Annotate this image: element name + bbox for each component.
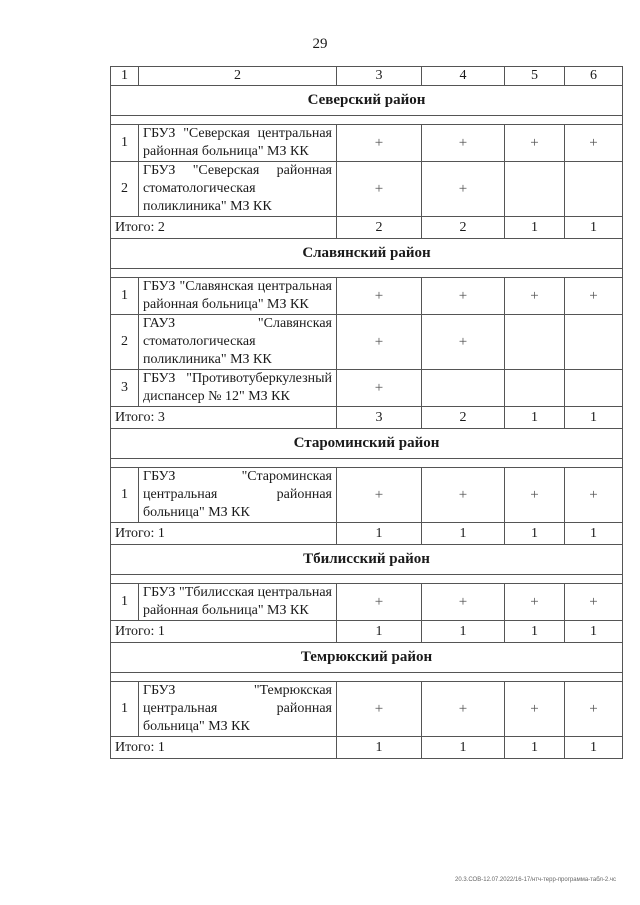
- row-spacer: [111, 459, 623, 468]
- page-number: 29: [312, 36, 328, 52]
- district-header-row: [111, 643, 623, 673]
- participation-mark: +: [337, 125, 422, 162]
- column-number-header: 3: [337, 67, 422, 86]
- total-count: 1: [505, 407, 565, 429]
- total-row: [111, 217, 623, 239]
- table-row: [111, 125, 623, 162]
- row-number: 1: [111, 584, 139, 621]
- total-label: Итого: 1: [111, 621, 337, 643]
- column-number-header: 6: [565, 67, 623, 86]
- row-spacer: [111, 575, 623, 584]
- column-number-header: 4: [422, 67, 505, 86]
- total-count: 2: [337, 217, 422, 239]
- total-count: 1: [337, 523, 422, 545]
- participation-mark: +: [505, 584, 565, 621]
- participation-mark: +: [337, 584, 422, 621]
- district-name: Тбилисский район: [111, 545, 623, 575]
- total-count: 1: [505, 737, 565, 759]
- total-count: 1: [337, 621, 422, 643]
- column-number-row: [111, 67, 623, 86]
- district-header-row: [111, 239, 623, 269]
- district-name: Темрюкский район: [111, 643, 623, 673]
- organization-name: ГАУЗ "Славянская стоматологическая поликлиника" МЗ КК: [139, 315, 337, 370]
- total-row: [111, 621, 623, 643]
- table-row: [111, 315, 623, 370]
- participation-mark: +: [565, 468, 623, 523]
- row-spacer-cell: [111, 269, 623, 278]
- participation-mark: +: [422, 468, 505, 523]
- participation-mark: [565, 370, 623, 407]
- total-label: Итого: 2: [111, 217, 337, 239]
- row-spacer-cell: [111, 459, 623, 468]
- column-number-header: 2: [139, 67, 337, 86]
- participation-mark: +: [422, 162, 505, 217]
- participation-mark: [505, 315, 565, 370]
- table-row: [111, 162, 623, 217]
- participation-mark: +: [337, 370, 422, 407]
- row-number: 1: [111, 682, 139, 737]
- participation-mark: +: [422, 682, 505, 737]
- row-spacer: [111, 116, 623, 125]
- total-label: Итого: 1: [111, 523, 337, 545]
- total-label: Итого: 3: [111, 407, 337, 429]
- participation-mark: +: [565, 682, 623, 737]
- row-spacer-cell: [111, 116, 623, 125]
- participation-mark: [505, 162, 565, 217]
- total-count: 2: [422, 217, 505, 239]
- participation-mark: +: [337, 278, 422, 315]
- total-label: Итого: 1: [111, 737, 337, 759]
- district-name: Северский район: [111, 86, 623, 116]
- district-header-row: [111, 429, 623, 459]
- district-header-row: [111, 86, 623, 116]
- total-row: [111, 737, 623, 759]
- facilities-table: [110, 66, 623, 759]
- table-body: [111, 67, 623, 759]
- table-row: [111, 584, 623, 621]
- participation-mark: +: [337, 315, 422, 370]
- total-count: 3: [337, 407, 422, 429]
- participation-mark: +: [422, 278, 505, 315]
- organization-name: ГБУЗ "Северская районная стоматологическая поликлиника" МЗ КК: [139, 162, 337, 217]
- row-number: 1: [111, 125, 139, 162]
- row-number: 3: [111, 370, 139, 407]
- document-footer: 20.3.СОВ-12.07.2022/16-17/нтч-терр-программа-табл-2.чс: [455, 877, 616, 883]
- row-number: 1: [111, 278, 139, 315]
- organization-name: ГБУЗ "Противотуберкулезный диспансер № 12" МЗ КК: [139, 370, 337, 407]
- participation-mark: +: [422, 315, 505, 370]
- participation-mark: +: [505, 682, 565, 737]
- total-count: 1: [505, 523, 565, 545]
- organization-name: ГБУЗ "Северская центральная районная больница" МЗ КК: [139, 125, 337, 162]
- total-count: 2: [422, 407, 505, 429]
- organization-name: ГБУЗ "Староминская центральная районная больница" МЗ КК: [139, 468, 337, 523]
- total-row: [111, 523, 623, 545]
- table-row: [111, 682, 623, 737]
- participation-mark: +: [565, 278, 623, 315]
- total-count: 1: [505, 621, 565, 643]
- total-count: 1: [422, 523, 505, 545]
- row-spacer-cell: [111, 575, 623, 584]
- row-spacer: [111, 269, 623, 278]
- participation-mark: +: [337, 162, 422, 217]
- table-row: [111, 278, 623, 315]
- row-spacer: [111, 673, 623, 682]
- row-number: 2: [111, 315, 139, 370]
- total-count: 1: [422, 621, 505, 643]
- total-count: 1: [565, 407, 623, 429]
- total-count: 1: [505, 217, 565, 239]
- district-header-row: [111, 545, 623, 575]
- district-name: Староминский район: [111, 429, 623, 459]
- total-count: 1: [337, 737, 422, 759]
- total-count: 1: [565, 737, 623, 759]
- participation-mark: +: [505, 125, 565, 162]
- organization-name: ГБУЗ "Темрюкская центральная районная больница" МЗ КК: [139, 682, 337, 737]
- organization-name: ГБУЗ "Славянская центральная районная больница" МЗ КК: [139, 278, 337, 315]
- participation-mark: +: [337, 468, 422, 523]
- participation-mark: [422, 370, 505, 407]
- participation-mark: +: [565, 584, 623, 621]
- participation-mark: [505, 370, 565, 407]
- participation-mark: [565, 162, 623, 217]
- participation-mark: +: [337, 682, 422, 737]
- table-row: [111, 370, 623, 407]
- participation-mark: +: [565, 125, 623, 162]
- row-number: 1: [111, 468, 139, 523]
- total-count: 1: [422, 737, 505, 759]
- table-row: [111, 468, 623, 523]
- participation-mark: +: [505, 278, 565, 315]
- participation-mark: +: [422, 584, 505, 621]
- column-number-header: 5: [505, 67, 565, 86]
- participation-mark: [565, 315, 623, 370]
- total-row: [111, 407, 623, 429]
- row-spacer-cell: [111, 673, 623, 682]
- total-count: 1: [565, 217, 623, 239]
- district-name: Славянский район: [111, 239, 623, 269]
- participation-mark: +: [422, 125, 505, 162]
- column-number-header: 1: [111, 67, 139, 86]
- total-count: 1: [565, 621, 623, 643]
- organization-name: ГБУЗ "Тбилисская центральная районная больница" МЗ КК: [139, 584, 337, 621]
- total-count: 1: [565, 523, 623, 545]
- row-number: 2: [111, 162, 139, 217]
- participation-mark: +: [505, 468, 565, 523]
